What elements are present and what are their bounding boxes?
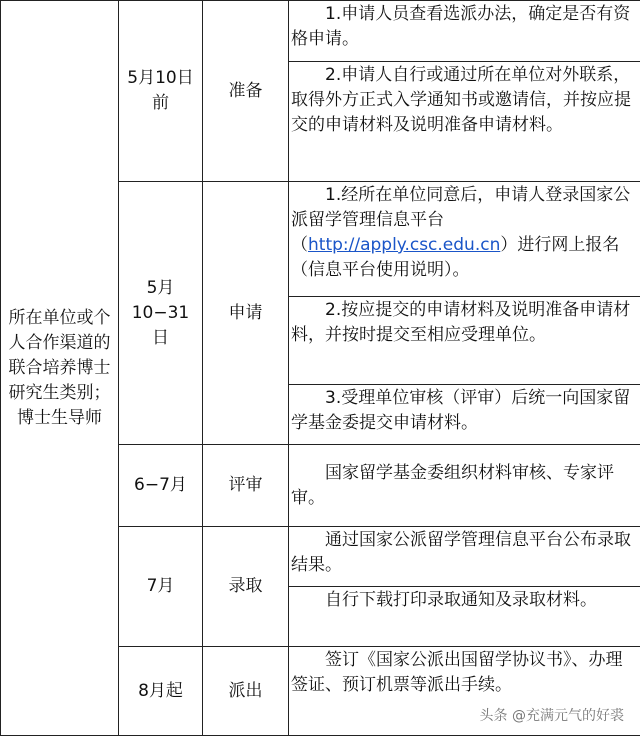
stage-item <box>289 182 640 297</box>
stage-item: 自行下载打印录取通知及录取材料。 <box>289 587 640 647</box>
category-text: 所在单位或个人合作渠道的联合培养博士研究生类别；博士生导师 <box>7 306 113 431</box>
item-text: ）进行网上报名（信息平台使用说明）。 <box>291 235 619 280</box>
date-cell: 7月 <box>119 527 203 647</box>
category-cell <box>1 1 119 736</box>
stage-item: 3.受理单位审核（评审）后统一向国家留学基金委提交申请材料。 <box>289 385 640 445</box>
date-cell: 8月起 <box>119 647 203 736</box>
watermark: 头条 @充满元气的好裘 <box>478 705 626 725</box>
date-cell: 6−7月 <box>119 445 203 527</box>
date-text: 5月10日前 <box>125 66 197 116</box>
csc-apply-link[interactable]: http://apply.csc.edu.cn <box>308 235 500 255</box>
stage-cell: 派出 <box>203 647 289 736</box>
stage-item: 通过国家公派留学管理信息平台公布录取结果。 <box>289 527 640 587</box>
date-text: 5月10−31日 <box>125 276 197 351</box>
stage-item: 2.申请人自行或通过所在单位对外联系，取得外方正式入学通知书或邀请信，并按应提交的申请材料及说明准备申请材料。 <box>289 62 640 182</box>
stage-item: 1.申请人员查看选派办法，确定是否有资格申请。 <box>289 1 640 62</box>
stage-cell: 评审 <box>203 445 289 527</box>
stage-cell: 录取 <box>203 527 289 647</box>
date-cell <box>119 1 203 182</box>
stage-item: 国家留学基金委组织材料审核、专家评审。 <box>289 445 640 527</box>
date-cell <box>119 182 203 445</box>
stage-item: 签订《国家公派出国留学协议书》、办理签证、预订机票等派出手续。 <box>289 647 640 736</box>
stage-item: 2.按应提交的申请材料及说明准备申请材料，并按时提交至相应受理单位。 <box>289 297 640 385</box>
item-text: 1.经所在单位同意后，申请人登录国家公派留学管理信息平台（ <box>291 185 630 255</box>
stage-cell: 准备 <box>203 1 289 182</box>
stage-cell: 申请 <box>203 182 289 445</box>
